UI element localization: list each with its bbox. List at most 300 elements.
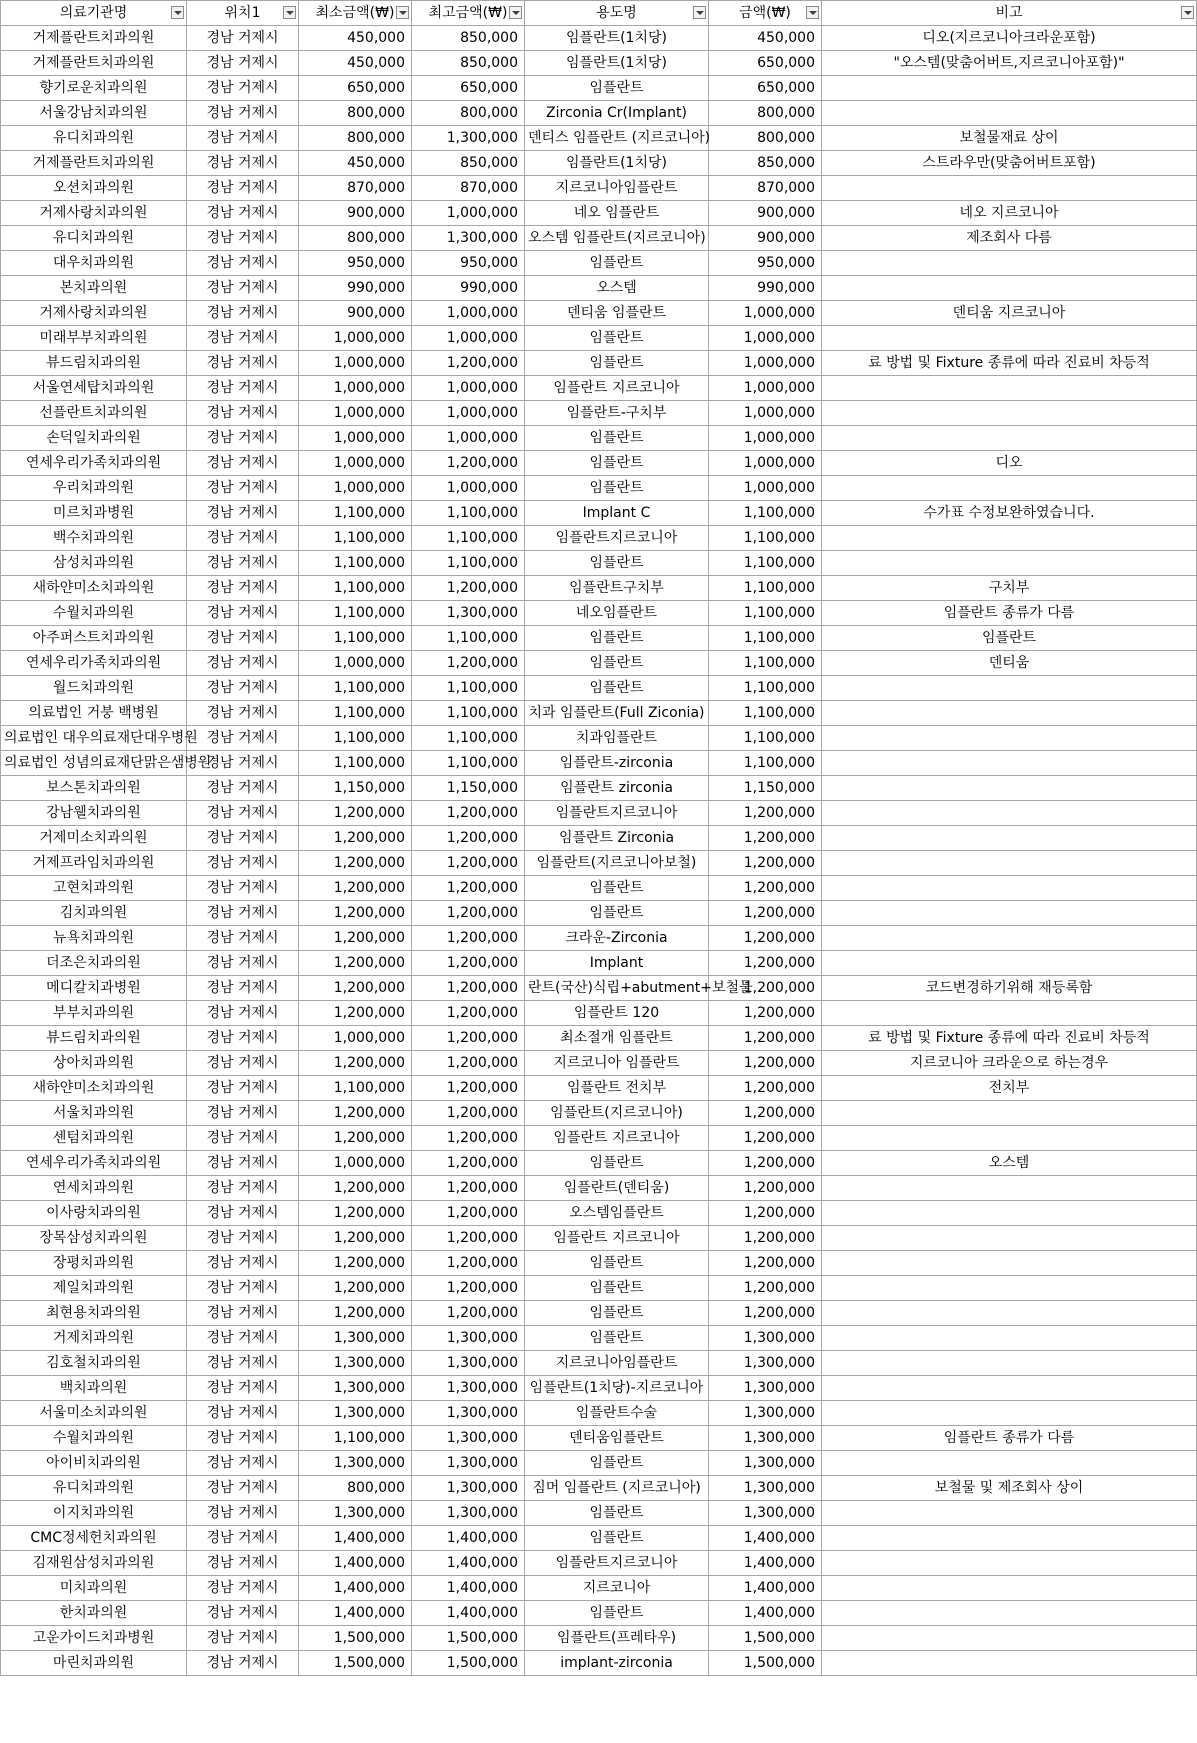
institution-cell[interactable]: 뷰드림치과의원 xyxy=(1,1026,187,1051)
min-price-cell[interactable]: 1,100,000 xyxy=(299,526,412,551)
remarks-cell[interactable] xyxy=(822,401,1197,426)
institution-cell[interactable]: 수월치과의원 xyxy=(1,1426,187,1451)
remarks-cell[interactable]: 구치부 xyxy=(822,576,1197,601)
usage-cell[interactable]: 지르코니아 임플란트 xyxy=(525,1051,709,1076)
usage-cell[interactable]: 임플란트 xyxy=(525,1276,709,1301)
usage-cell[interactable]: Implant C xyxy=(525,501,709,526)
location-cell[interactable]: 경남 거제시 xyxy=(187,1451,299,1476)
remarks-cell[interactable] xyxy=(822,801,1197,826)
amount-cell[interactable]: 1,000,000 xyxy=(709,351,822,376)
institution-cell[interactable]: 마린치과의원 xyxy=(1,1651,187,1676)
amount-cell[interactable]: 1,500,000 xyxy=(709,1651,822,1676)
institution-cell[interactable]: 미치과의원 xyxy=(1,1576,187,1601)
amount-cell[interactable]: 1,200,000 xyxy=(709,851,822,876)
location-cell[interactable]: 경남 거제시 xyxy=(187,876,299,901)
location-cell[interactable]: 경남 거제시 xyxy=(187,101,299,126)
institution-cell[interactable]: 고현치과의원 xyxy=(1,876,187,901)
min-price-cell[interactable]: 870,000 xyxy=(299,176,412,201)
remarks-cell[interactable] xyxy=(822,676,1197,701)
min-price-cell[interactable]: 900,000 xyxy=(299,201,412,226)
min-price-cell[interactable]: 1,000,000 xyxy=(299,1151,412,1176)
min-price-cell[interactable]: 1,000,000 xyxy=(299,651,412,676)
location-cell[interactable]: 경남 거제시 xyxy=(187,1051,299,1076)
usage-cell[interactable]: 오스템 xyxy=(525,276,709,301)
min-price-cell[interactable]: 1,300,000 xyxy=(299,1451,412,1476)
remarks-cell[interactable] xyxy=(822,1626,1197,1651)
amount-cell[interactable]: 1,300,000 xyxy=(709,1426,822,1451)
max-price-cell[interactable]: 1,300,000 xyxy=(412,226,525,251)
usage-cell[interactable]: 임플란트구치부 xyxy=(525,576,709,601)
location-cell[interactable]: 경남 거제시 xyxy=(187,1601,299,1626)
min-price-cell[interactable]: 1,000,000 xyxy=(299,376,412,401)
max-price-cell[interactable]: 1,500,000 xyxy=(412,1626,525,1651)
usage-cell[interactable]: Implant xyxy=(525,951,709,976)
amount-cell[interactable]: 1,100,000 xyxy=(709,576,822,601)
institution-cell[interactable]: CMC정세헌치과의원 xyxy=(1,1526,187,1551)
remarks-cell[interactable] xyxy=(822,76,1197,101)
usage-cell[interactable]: 임플란트 xyxy=(525,1526,709,1551)
max-price-cell[interactable]: 1,200,000 xyxy=(412,1101,525,1126)
location-cell[interactable]: 경남 거제시 xyxy=(187,976,299,1001)
remarks-cell[interactable]: 임플란트 종류가 다름 xyxy=(822,601,1197,626)
min-price-cell[interactable]: 1,400,000 xyxy=(299,1576,412,1601)
min-price-cell[interactable]: 800,000 xyxy=(299,226,412,251)
min-price-cell[interactable]: 1,300,000 xyxy=(299,1351,412,1376)
min-price-cell[interactable]: 1,100,000 xyxy=(299,1076,412,1101)
institution-cell[interactable]: 유디치과의원 xyxy=(1,126,187,151)
institution-cell[interactable]: 본치과의원 xyxy=(1,276,187,301)
max-price-cell[interactable]: 1,300,000 xyxy=(412,1351,525,1376)
amount-cell[interactable]: 650,000 xyxy=(709,51,822,76)
institution-cell[interactable]: 오션치과의원 xyxy=(1,176,187,201)
amount-cell[interactable]: 870,000 xyxy=(709,176,822,201)
location-cell[interactable]: 경남 거제시 xyxy=(187,726,299,751)
max-price-cell[interactable]: 1,400,000 xyxy=(412,1601,525,1626)
remarks-cell[interactable]: 네오 지르코니아 xyxy=(822,201,1197,226)
amount-cell[interactable]: 1,200,000 xyxy=(709,1226,822,1251)
location-cell[interactable]: 경남 거제시 xyxy=(187,276,299,301)
amount-cell[interactable]: 1,400,000 xyxy=(709,1526,822,1551)
min-price-cell[interactable]: 1,400,000 xyxy=(299,1526,412,1551)
usage-cell[interactable]: 임플란트(1치당) xyxy=(525,151,709,176)
filter-dropdown-icon[interactable] xyxy=(396,6,409,19)
max-price-cell[interactable]: 1,200,000 xyxy=(412,976,525,1001)
institution-cell[interactable]: 의료법인 성념의료재단맑은샘병원 xyxy=(1,751,187,776)
location-cell[interactable]: 경남 거제시 xyxy=(187,451,299,476)
location-cell[interactable]: 경남 거제시 xyxy=(187,126,299,151)
location-cell[interactable]: 경남 거제시 xyxy=(187,1626,299,1651)
usage-cell[interactable]: 임플란트(프레타우) xyxy=(525,1626,709,1651)
usage-cell[interactable]: 임플란트 xyxy=(525,651,709,676)
remarks-cell[interactable] xyxy=(822,701,1197,726)
location-cell[interactable]: 경남 거제시 xyxy=(187,1101,299,1126)
location-cell[interactable]: 경남 거제시 xyxy=(187,426,299,451)
min-price-cell[interactable]: 1,300,000 xyxy=(299,1401,412,1426)
amount-cell[interactable]: 1,200,000 xyxy=(709,1101,822,1126)
institution-cell[interactable]: 거제플란트치과의원 xyxy=(1,151,187,176)
remarks-cell[interactable] xyxy=(822,1276,1197,1301)
remarks-cell[interactable]: "오스템(맞춤어버트,지르코니아포함)" xyxy=(822,51,1197,76)
usage-cell[interactable]: 덴티움 임플란트 xyxy=(525,301,709,326)
max-price-cell[interactable]: 1,200,000 xyxy=(412,826,525,851)
usage-cell[interactable]: 오스템 임플란트(지르코니아) xyxy=(525,226,709,251)
usage-cell[interactable]: 임플란트 지르코니아 xyxy=(525,1226,709,1251)
remarks-cell[interactable] xyxy=(822,1126,1197,1151)
institution-cell[interactable]: 장목삼성치과의원 xyxy=(1,1226,187,1251)
amount-cell[interactable]: 1,400,000 xyxy=(709,1601,822,1626)
institution-cell[interactable]: 아이비치과의원 xyxy=(1,1451,187,1476)
institution-cell[interactable]: 연세치과의원 xyxy=(1,1176,187,1201)
min-price-cell[interactable]: 1,500,000 xyxy=(299,1626,412,1651)
amount-cell[interactable]: 1,300,000 xyxy=(709,1376,822,1401)
institution-cell[interactable]: 장평치과의원 xyxy=(1,1251,187,1276)
location-cell[interactable]: 경남 거제시 xyxy=(187,1251,299,1276)
max-price-cell[interactable]: 1,200,000 xyxy=(412,851,525,876)
max-price-cell[interactable]: 1,300,000 xyxy=(412,1501,525,1526)
remarks-cell[interactable] xyxy=(822,526,1197,551)
usage-cell[interactable]: 임플란트 xyxy=(525,251,709,276)
location-cell[interactable]: 경남 거제시 xyxy=(187,1351,299,1376)
amount-cell[interactable]: 900,000 xyxy=(709,226,822,251)
min-price-cell[interactable]: 1,200,000 xyxy=(299,1251,412,1276)
max-price-cell[interactable]: 1,200,000 xyxy=(412,1176,525,1201)
min-price-cell[interactable]: 1,200,000 xyxy=(299,976,412,1001)
amount-cell[interactable]: 450,000 xyxy=(709,26,822,51)
institution-cell[interactable]: 우리치과의원 xyxy=(1,476,187,501)
institution-cell[interactable]: 서울연세탑치과의원 xyxy=(1,376,187,401)
institution-cell[interactable]: 백수치과의원 xyxy=(1,526,187,551)
remarks-cell[interactable] xyxy=(822,1601,1197,1626)
institution-cell[interactable]: 미르치과병원 xyxy=(1,501,187,526)
location-cell[interactable]: 경남 거제시 xyxy=(187,351,299,376)
location-cell[interactable]: 경남 거제시 xyxy=(187,76,299,101)
institution-cell[interactable]: 선플란트치과의원 xyxy=(1,401,187,426)
location-cell[interactable]: 경남 거제시 xyxy=(187,26,299,51)
amount-cell[interactable]: 650,000 xyxy=(709,76,822,101)
institution-cell[interactable]: 향기로운치과의원 xyxy=(1,76,187,101)
remarks-cell[interactable] xyxy=(822,851,1197,876)
usage-cell[interactable]: 임플란트 지르코니아 xyxy=(525,1126,709,1151)
remarks-cell[interactable]: 제조회사 다름 xyxy=(822,226,1197,251)
amount-cell[interactable]: 1,000,000 xyxy=(709,401,822,426)
location-cell[interactable]: 경남 거제시 xyxy=(187,1426,299,1451)
min-price-cell[interactable]: 1,000,000 xyxy=(299,1026,412,1051)
max-price-cell[interactable]: 870,000 xyxy=(412,176,525,201)
max-price-cell[interactable]: 1,200,000 xyxy=(412,801,525,826)
usage-cell[interactable]: 임플란트 xyxy=(525,326,709,351)
usage-cell[interactable]: 치과 임플란트(Full Ziconia) xyxy=(525,701,709,726)
amount-cell[interactable]: 1,200,000 xyxy=(709,1076,822,1101)
institution-cell[interactable]: 이사랑치과의원 xyxy=(1,1201,187,1226)
max-price-cell[interactable]: 1,100,000 xyxy=(412,676,525,701)
max-price-cell[interactable]: 1,200,000 xyxy=(412,1001,525,1026)
amount-cell[interactable]: 1,200,000 xyxy=(709,901,822,926)
max-price-cell[interactable]: 1,200,000 xyxy=(412,876,525,901)
institution-cell[interactable]: 뉴욕치과의원 xyxy=(1,926,187,951)
filter-dropdown-icon[interactable] xyxy=(1181,6,1194,19)
remarks-cell[interactable]: 디오(지르코니아크라운포함) xyxy=(822,26,1197,51)
institution-cell[interactable]: 아주퍼스트치과의원 xyxy=(1,626,187,651)
max-price-cell[interactable]: 850,000 xyxy=(412,51,525,76)
amount-cell[interactable]: 1,200,000 xyxy=(709,1176,822,1201)
usage-cell[interactable]: 임플란트수술 xyxy=(525,1401,709,1426)
location-cell[interactable]: 경남 거제시 xyxy=(187,551,299,576)
usage-cell[interactable]: Zirconia Cr(Implant) xyxy=(525,101,709,126)
institution-cell[interactable]: 유디치과의원 xyxy=(1,226,187,251)
max-price-cell[interactable]: 1,100,000 xyxy=(412,551,525,576)
amount-cell[interactable]: 1,000,000 xyxy=(709,451,822,476)
amount-cell[interactable]: 1,300,000 xyxy=(709,1501,822,1526)
usage-cell[interactable]: 임플란트 xyxy=(525,676,709,701)
remarks-cell[interactable] xyxy=(822,326,1197,351)
remarks-cell[interactable] xyxy=(822,1251,1197,1276)
institution-cell[interactable]: 의료법인 대우의료재단대우병원 xyxy=(1,726,187,751)
remarks-cell[interactable] xyxy=(822,726,1197,751)
amount-cell[interactable]: 1,300,000 xyxy=(709,1451,822,1476)
amount-cell[interactable]: 1,000,000 xyxy=(709,426,822,451)
usage-cell[interactable]: 임플란트(지르코니아) xyxy=(525,1101,709,1126)
remarks-cell[interactable] xyxy=(822,101,1197,126)
location-cell[interactable]: 경남 거제시 xyxy=(187,1076,299,1101)
usage-cell[interactable]: 오스템임플란트 xyxy=(525,1201,709,1226)
usage-cell[interactable]: 지르코니아 xyxy=(525,1576,709,1601)
location-cell[interactable]: 경남 거제시 xyxy=(187,626,299,651)
institution-cell[interactable]: 제일치과의원 xyxy=(1,1276,187,1301)
max-price-cell[interactable]: 1,500,000 xyxy=(412,1651,525,1676)
location-cell[interactable]: 경남 거제시 xyxy=(187,1501,299,1526)
amount-cell[interactable]: 950,000 xyxy=(709,251,822,276)
institution-cell[interactable]: 유디치과의원 xyxy=(1,1476,187,1501)
location-cell[interactable]: 경남 거제시 xyxy=(187,576,299,601)
max-price-cell[interactable]: 1,300,000 xyxy=(412,1326,525,1351)
institution-cell[interactable]: 새하얀미소치과의원 xyxy=(1,576,187,601)
amount-cell[interactable]: 800,000 xyxy=(709,101,822,126)
remarks-cell[interactable] xyxy=(822,1301,1197,1326)
min-price-cell[interactable]: 1,100,000 xyxy=(299,601,412,626)
min-price-cell[interactable]: 1,100,000 xyxy=(299,751,412,776)
location-cell[interactable]: 경남 거제시 xyxy=(187,751,299,776)
location-cell[interactable]: 경남 거제시 xyxy=(187,326,299,351)
max-price-cell[interactable]: 850,000 xyxy=(412,26,525,51)
usage-cell[interactable]: 덴티움임플란트 xyxy=(525,1426,709,1451)
usage-cell[interactable]: 란트(국산)식립+abutment+보철물 xyxy=(525,976,709,1001)
min-price-cell[interactable]: 1,200,000 xyxy=(299,1101,412,1126)
filter-sort-icon[interactable] xyxy=(806,6,819,19)
location-cell[interactable]: 경남 거제시 xyxy=(187,51,299,76)
remarks-cell[interactable] xyxy=(822,1326,1197,1351)
remarks-cell[interactable]: 임플란트 종류가 다름 xyxy=(822,1426,1197,1451)
institution-cell[interactable]: 고운가이드치과병원 xyxy=(1,1626,187,1651)
max-price-cell[interactable]: 1,000,000 xyxy=(412,476,525,501)
institution-cell[interactable]: 김치과의원 xyxy=(1,901,187,926)
min-price-cell[interactable]: 800,000 xyxy=(299,126,412,151)
institution-cell[interactable]: 상아치과의원 xyxy=(1,1051,187,1076)
amount-cell[interactable]: 1,000,000 xyxy=(709,376,822,401)
usage-cell[interactable]: 임플란트 xyxy=(525,901,709,926)
remarks-cell[interactable] xyxy=(822,1501,1197,1526)
max-price-cell[interactable]: 1,000,000 xyxy=(412,426,525,451)
max-price-cell[interactable]: 1,300,000 xyxy=(412,601,525,626)
remarks-cell[interactable]: 수가표 수정보완하였습니다. xyxy=(822,501,1197,526)
location-cell[interactable]: 경남 거제시 xyxy=(187,301,299,326)
location-cell[interactable]: 경남 거제시 xyxy=(187,176,299,201)
min-price-cell[interactable]: 1,200,000 xyxy=(299,826,412,851)
institution-cell[interactable]: 미래부부치과의원 xyxy=(1,326,187,351)
max-price-cell[interactable]: 1,200,000 xyxy=(412,351,525,376)
amount-cell[interactable]: 1,200,000 xyxy=(709,1001,822,1026)
min-price-cell[interactable]: 1,200,000 xyxy=(299,1226,412,1251)
max-price-cell[interactable]: 1,300,000 xyxy=(412,1376,525,1401)
usage-cell[interactable]: 임플란트 xyxy=(525,1501,709,1526)
location-cell[interactable]: 경남 거제시 xyxy=(187,526,299,551)
min-price-cell[interactable]: 650,000 xyxy=(299,76,412,101)
remarks-cell[interactable] xyxy=(822,826,1197,851)
institution-cell[interactable]: 의료법인 거붕 백병원 xyxy=(1,701,187,726)
location-cell[interactable]: 경남 거제시 xyxy=(187,1176,299,1201)
remarks-cell[interactable]: 스트라우만(맞춤어버트포함) xyxy=(822,151,1197,176)
amount-cell[interactable]: 1,200,000 xyxy=(709,1251,822,1276)
location-cell[interactable]: 경남 거제시 xyxy=(187,776,299,801)
max-price-cell[interactable]: 1,200,000 xyxy=(412,1076,525,1101)
location-cell[interactable]: 경남 거제시 xyxy=(187,1026,299,1051)
location-cell[interactable]: 경남 거제시 xyxy=(187,601,299,626)
amount-cell[interactable]: 1,200,000 xyxy=(709,876,822,901)
amount-cell[interactable]: 900,000 xyxy=(709,201,822,226)
usage-cell[interactable]: 임플란트 xyxy=(525,1151,709,1176)
max-price-cell[interactable]: 1,200,000 xyxy=(412,1226,525,1251)
remarks-cell[interactable] xyxy=(822,251,1197,276)
remarks-cell[interactable] xyxy=(822,1001,1197,1026)
usage-cell[interactable]: 임플란트지르코니아 xyxy=(525,801,709,826)
remarks-cell[interactable] xyxy=(822,1401,1197,1426)
remarks-cell[interactable] xyxy=(822,1376,1197,1401)
max-price-cell[interactable]: 1,100,000 xyxy=(412,701,525,726)
remarks-cell[interactable] xyxy=(822,876,1197,901)
filter-dropdown-icon[interactable] xyxy=(509,6,522,19)
amount-cell[interactable]: 1,100,000 xyxy=(709,526,822,551)
max-price-cell[interactable]: 1,200,000 xyxy=(412,576,525,601)
remarks-cell[interactable]: 전치부 xyxy=(822,1076,1197,1101)
min-price-cell[interactable]: 800,000 xyxy=(299,1476,412,1501)
remarks-cell[interactable]: 오스템 xyxy=(822,1151,1197,1176)
max-price-cell[interactable]: 1,000,000 xyxy=(412,401,525,426)
location-cell[interactable]: 경남 거제시 xyxy=(187,701,299,726)
max-price-cell[interactable]: 1,200,000 xyxy=(412,901,525,926)
amount-cell[interactable]: 1,200,000 xyxy=(709,801,822,826)
amount-cell[interactable]: 1,100,000 xyxy=(709,601,822,626)
min-price-cell[interactable]: 1,200,000 xyxy=(299,901,412,926)
usage-cell[interactable]: 임플란트 xyxy=(525,426,709,451)
amount-cell[interactable]: 1,100,000 xyxy=(709,551,822,576)
min-price-cell[interactable]: 950,000 xyxy=(299,251,412,276)
min-price-cell[interactable]: 1,200,000 xyxy=(299,926,412,951)
location-cell[interactable]: 경남 거제시 xyxy=(187,476,299,501)
min-price-cell[interactable]: 1,000,000 xyxy=(299,476,412,501)
usage-cell[interactable]: 최소절개 임플란트 xyxy=(525,1026,709,1051)
min-price-cell[interactable]: 1,200,000 xyxy=(299,1126,412,1151)
usage-cell[interactable]: 임플란트 xyxy=(525,1251,709,1276)
amount-cell[interactable]: 1,100,000 xyxy=(709,751,822,776)
usage-cell[interactable]: 임플란트(1치당) xyxy=(525,51,709,76)
min-price-cell[interactable]: 1,000,000 xyxy=(299,426,412,451)
max-price-cell[interactable]: 950,000 xyxy=(412,251,525,276)
min-price-cell[interactable]: 1,300,000 xyxy=(299,1326,412,1351)
max-price-cell[interactable]: 1,200,000 xyxy=(412,1276,525,1301)
institution-cell[interactable]: 수월치과의원 xyxy=(1,601,187,626)
institution-cell[interactable]: 서울강남치과의원 xyxy=(1,101,187,126)
amount-cell[interactable]: 850,000 xyxy=(709,151,822,176)
usage-cell[interactable]: 임플란트(1치당)-지르코니아 xyxy=(525,1376,709,1401)
max-price-cell[interactable]: 1,400,000 xyxy=(412,1576,525,1601)
remarks-cell[interactable]: 보철물재료 상이 xyxy=(822,126,1197,151)
location-cell[interactable]: 경남 거제시 xyxy=(187,851,299,876)
amount-cell[interactable]: 1,200,000 xyxy=(709,1026,822,1051)
usage-cell[interactable]: 네오임플란트 xyxy=(525,601,709,626)
usage-cell[interactable]: 임플란트 zirconia xyxy=(525,776,709,801)
remarks-cell[interactable]: 료 방법 및 Fixture 종류에 따라 진료비 차등적 xyxy=(822,1026,1197,1051)
institution-cell[interactable]: 메디칼치과병원 xyxy=(1,976,187,1001)
remarks-cell[interactable] xyxy=(822,1101,1197,1126)
min-price-cell[interactable]: 1,000,000 xyxy=(299,401,412,426)
amount-cell[interactable]: 1,100,000 xyxy=(709,701,822,726)
usage-cell[interactable]: 임플란트 xyxy=(525,551,709,576)
institution-cell[interactable]: 이지치과의원 xyxy=(1,1501,187,1526)
usage-cell[interactable]: 네오 임플란트 xyxy=(525,201,709,226)
amount-cell[interactable]: 1,000,000 xyxy=(709,301,822,326)
remarks-cell[interactable]: 덴티움 지르코니아 xyxy=(822,301,1197,326)
remarks-cell[interactable] xyxy=(822,776,1197,801)
min-price-cell[interactable]: 1,100,000 xyxy=(299,701,412,726)
institution-cell[interactable]: 거제치과의원 xyxy=(1,1326,187,1351)
amount-cell[interactable]: 990,000 xyxy=(709,276,822,301)
location-cell[interactable]: 경남 거제시 xyxy=(187,1476,299,1501)
min-price-cell[interactable]: 1,100,000 xyxy=(299,576,412,601)
location-cell[interactable]: 경남 거제시 xyxy=(187,926,299,951)
usage-cell[interactable]: 크라운-Zirconia xyxy=(525,926,709,951)
institution-cell[interactable]: 서울미소치과의원 xyxy=(1,1401,187,1426)
min-price-cell[interactable]: 1,200,000 xyxy=(299,801,412,826)
filter-dropdown-icon[interactable] xyxy=(171,6,184,19)
remarks-cell[interactable] xyxy=(822,1551,1197,1576)
max-price-cell[interactable]: 800,000 xyxy=(412,101,525,126)
usage-cell[interactable]: 임플란트 xyxy=(525,76,709,101)
location-cell[interactable]: 경남 거제시 xyxy=(187,1651,299,1676)
max-price-cell[interactable]: 1,200,000 xyxy=(412,1251,525,1276)
remarks-cell[interactable] xyxy=(822,1226,1197,1251)
usage-cell[interactable]: 임플란트 xyxy=(525,1326,709,1351)
remarks-cell[interactable]: 코드변경하기위해 재등록함 xyxy=(822,976,1197,1001)
amount-cell[interactable]: 1,100,000 xyxy=(709,501,822,526)
min-price-cell[interactable]: 1,200,000 xyxy=(299,1051,412,1076)
location-cell[interactable]: 경남 거제시 xyxy=(187,801,299,826)
location-cell[interactable]: 경남 거제시 xyxy=(187,1001,299,1026)
location-cell[interactable]: 경남 거제시 xyxy=(187,226,299,251)
remarks-cell[interactable] xyxy=(822,1526,1197,1551)
min-price-cell[interactable]: 1,200,000 xyxy=(299,876,412,901)
location-cell[interactable]: 경남 거제시 xyxy=(187,501,299,526)
amount-cell[interactable]: 1,100,000 xyxy=(709,651,822,676)
usage-cell[interactable]: 임플란트 xyxy=(525,351,709,376)
max-price-cell[interactable]: 1,100,000 xyxy=(412,626,525,651)
usage-cell[interactable]: 임플란트 xyxy=(525,1451,709,1476)
amount-cell[interactable]: 1,150,000 xyxy=(709,776,822,801)
amount-cell[interactable]: 1,100,000 xyxy=(709,626,822,651)
max-price-cell[interactable]: 1,200,000 xyxy=(412,451,525,476)
usage-cell[interactable]: 임플란트(1치당) xyxy=(525,26,709,51)
min-price-cell[interactable]: 1,200,000 xyxy=(299,1301,412,1326)
min-price-cell[interactable]: 1,500,000 xyxy=(299,1651,412,1676)
location-cell[interactable]: 경남 거제시 xyxy=(187,1576,299,1601)
